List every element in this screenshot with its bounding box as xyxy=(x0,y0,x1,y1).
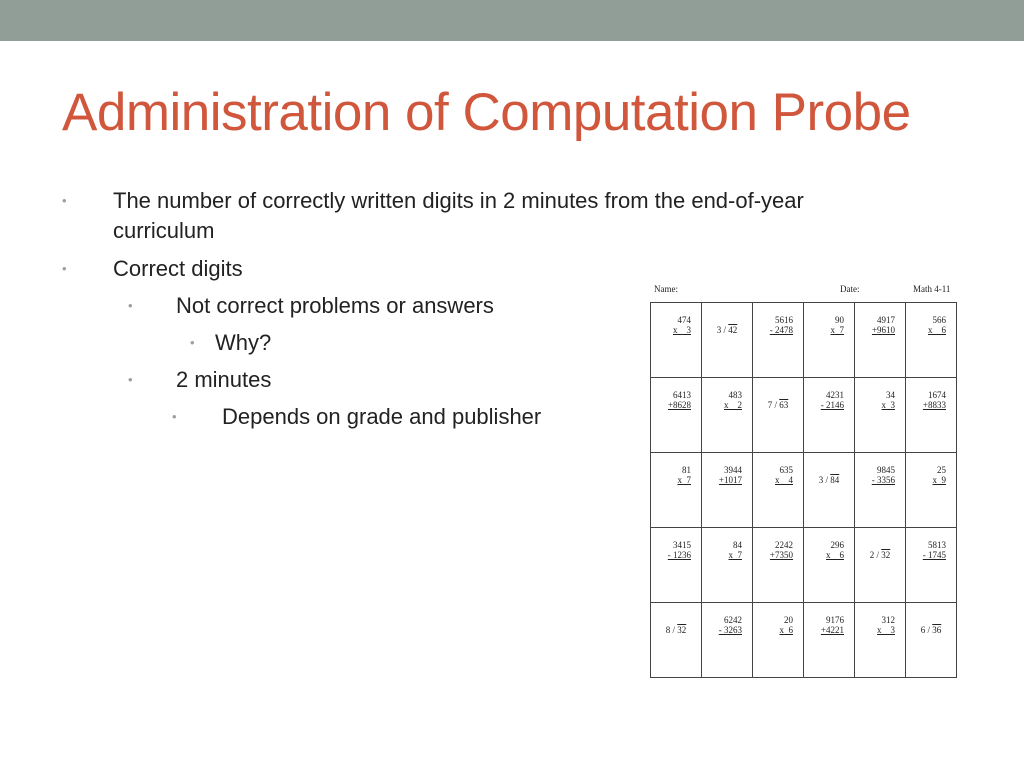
arithmetic-problem xyxy=(724,390,742,410)
arithmetic-problem xyxy=(821,615,844,635)
problem-bottom: x 7 xyxy=(830,325,844,335)
bullet-2-1-1: Why? xyxy=(215,330,272,355)
arithmetic-problem xyxy=(872,315,895,335)
worksheet-problem-cell xyxy=(753,378,804,453)
arithmetic-problem xyxy=(933,465,947,485)
arithmetic-problem xyxy=(668,390,691,410)
worksheet-row xyxy=(651,453,957,528)
problem-bottom: +1017 xyxy=(718,475,742,485)
division-problem xyxy=(855,550,905,560)
dividend: 36 xyxy=(932,625,942,635)
worksheet-problem-cell xyxy=(702,603,753,678)
worksheet-problem-cell xyxy=(651,303,702,378)
bullet-2-2-1: Depends on grade and publisher xyxy=(222,404,542,429)
worksheet-problem-cell xyxy=(753,453,804,528)
problem-top: 312 xyxy=(881,615,895,625)
division-problem xyxy=(804,475,854,485)
problem-top: 81 xyxy=(682,465,691,475)
problem-top: 9845 xyxy=(877,465,895,475)
worksheet-problem-cell xyxy=(855,603,906,678)
arithmetic-problem xyxy=(877,615,895,635)
problem-top: 5616 xyxy=(775,315,793,325)
problem-top: 1674 xyxy=(928,390,946,400)
problem-top: 474 xyxy=(677,315,691,325)
bullet-dot: • xyxy=(172,409,177,424)
dividend: 32 xyxy=(881,550,891,560)
problem-top: 4917 xyxy=(877,315,895,325)
bullet-dot: • xyxy=(128,372,133,387)
problem-bottom: x 6 xyxy=(779,625,793,635)
arithmetic-problem xyxy=(928,315,946,335)
worksheet-problem-cell xyxy=(804,303,855,378)
worksheet-problem-cell xyxy=(804,603,855,678)
arithmetic-problem xyxy=(826,540,844,560)
problem-bottom: x 7 xyxy=(728,550,742,560)
problem-bottom: - 1236 xyxy=(667,550,691,560)
worksheet-problem-cell xyxy=(651,603,702,678)
problem-bottom: +7350 xyxy=(769,550,793,560)
divisor: 3 / xyxy=(818,475,831,485)
worksheet-problem-cell xyxy=(906,528,957,603)
worksheet-date-label: Date: xyxy=(840,284,860,294)
arithmetic-problem xyxy=(719,615,742,635)
worksheet-problem-cell xyxy=(804,453,855,528)
divisor: 3 / xyxy=(716,325,729,335)
problem-top: 566 xyxy=(932,315,946,325)
arithmetic-problem xyxy=(923,390,946,410)
problem-top: 3944 xyxy=(724,465,742,475)
dividend: 32 xyxy=(677,625,687,635)
problem-top: 3415 xyxy=(673,540,691,550)
bullet-dot: • xyxy=(190,335,195,350)
problem-bottom: +8628 xyxy=(667,400,691,410)
problem-bottom: x 2 xyxy=(724,400,742,410)
dividend: 63 xyxy=(779,400,789,410)
worksheet-row xyxy=(651,603,957,678)
problem-bottom: x 3 xyxy=(877,625,895,635)
worksheet-problem-cell xyxy=(906,453,957,528)
problem-bottom: - 2146 xyxy=(820,400,844,410)
bullet-1-line-1: The number of correctly written digits in 2 minutes from the end-of-year xyxy=(113,188,804,213)
arithmetic-problem xyxy=(923,540,946,560)
arithmetic-problem xyxy=(770,315,793,335)
worksheet-problem-cell xyxy=(753,603,804,678)
divisor: 2 / xyxy=(869,550,882,560)
bullet-dot: • xyxy=(128,298,133,313)
worksheet-code: Math 4-11 xyxy=(913,284,951,294)
worksheet-problem-cell xyxy=(855,303,906,378)
worksheet-problem-cell xyxy=(651,453,702,528)
arithmetic-problem xyxy=(780,615,794,635)
problem-top: 6413 xyxy=(673,390,691,400)
problem-bottom: x 6 xyxy=(826,550,844,560)
worksheet-problem-cell xyxy=(906,603,957,678)
arithmetic-problem xyxy=(872,465,895,485)
worksheet-row xyxy=(651,303,957,378)
worksheet-row xyxy=(651,378,957,453)
bullet-dot: • xyxy=(62,193,67,208)
worksheet-problem-cell xyxy=(702,378,753,453)
worksheet-problem-cell xyxy=(753,303,804,378)
arithmetic-problem xyxy=(729,540,743,560)
problem-top: 9176 xyxy=(826,615,844,625)
worksheet-grid xyxy=(650,302,957,678)
arithmetic-problem xyxy=(678,465,692,485)
problem-top: 34 xyxy=(886,390,895,400)
worksheet-problem-cell xyxy=(855,453,906,528)
arithmetic-problem xyxy=(882,390,896,410)
arithmetic-problem xyxy=(831,315,845,335)
problem-top: 296 xyxy=(830,540,844,550)
bullet-dot: • xyxy=(62,261,67,276)
division-problem xyxy=(753,400,803,410)
slide-title: Administration of Computation Probe xyxy=(62,83,911,142)
worksheet-problem-cell xyxy=(651,378,702,453)
problem-bottom: +4221 xyxy=(820,625,844,635)
problem-top: 20 xyxy=(784,615,793,625)
problem-bottom: +9610 xyxy=(871,325,895,335)
problem-top: 6242 xyxy=(724,615,742,625)
problem-top: 90 xyxy=(835,315,844,325)
arithmetic-problem xyxy=(775,465,793,485)
divisor: 8 / xyxy=(665,625,678,635)
bullet-2: Correct digits xyxy=(113,256,243,281)
problem-top: 25 xyxy=(937,465,946,475)
problem-top: 4231 xyxy=(826,390,844,400)
arithmetic-problem xyxy=(770,540,793,560)
top-band xyxy=(0,0,1024,41)
worksheet-problem-cell xyxy=(855,378,906,453)
dividend: 42 xyxy=(728,325,738,335)
arithmetic-problem xyxy=(673,315,691,335)
problem-top: 2242 xyxy=(775,540,793,550)
arithmetic-problem xyxy=(821,390,844,410)
problem-bottom: x 7 xyxy=(677,475,691,485)
arithmetic-problem xyxy=(719,465,742,485)
problem-bottom: x 6 xyxy=(928,325,946,335)
problem-top: 84 xyxy=(733,540,742,550)
bullet-2-1: Not correct problems or answers xyxy=(176,293,494,318)
arithmetic-problem xyxy=(668,540,691,560)
division-problem xyxy=(702,325,752,335)
bullet-2-2: 2 minutes xyxy=(176,367,272,392)
divisor: 6 / xyxy=(920,625,933,635)
divisor: 7 / xyxy=(767,400,780,410)
dividend: 84 xyxy=(830,475,840,485)
worksheet-name-label: Name: xyxy=(654,284,678,294)
problem-bottom: - 1745 xyxy=(922,550,946,560)
division-problem xyxy=(906,625,956,635)
problem-top: 5813 xyxy=(928,540,946,550)
worksheet-problem-cell xyxy=(906,303,957,378)
worksheet-problem-cell xyxy=(702,528,753,603)
division-problem xyxy=(651,625,701,635)
worksheet-problem-cell xyxy=(804,528,855,603)
problem-bottom: - 2478 xyxy=(769,325,793,335)
problem-bottom: x 3 xyxy=(673,325,691,335)
worksheet-problem-cell xyxy=(906,378,957,453)
problem-top: 635 xyxy=(779,465,793,475)
problem-bottom: - 3263 xyxy=(718,625,742,635)
problem-bottom: x 4 xyxy=(775,475,793,485)
problem-bottom: x 9 xyxy=(932,475,946,485)
problem-bottom: +8833 xyxy=(922,400,946,410)
problem-bottom: x 3 xyxy=(881,400,895,410)
worksheet-row xyxy=(651,528,957,603)
worksheet-problem-cell xyxy=(702,453,753,528)
worksheet-problem-cell xyxy=(753,528,804,603)
worksheet-problem-cell xyxy=(855,528,906,603)
problem-bottom: - 3356 xyxy=(871,475,895,485)
bullet-1-line-2: curriculum xyxy=(113,218,215,243)
worksheet-problem-cell xyxy=(804,378,855,453)
problem-top: 483 xyxy=(728,390,742,400)
worksheet-problem-cell xyxy=(702,303,753,378)
worksheet-problem-cell xyxy=(651,528,702,603)
